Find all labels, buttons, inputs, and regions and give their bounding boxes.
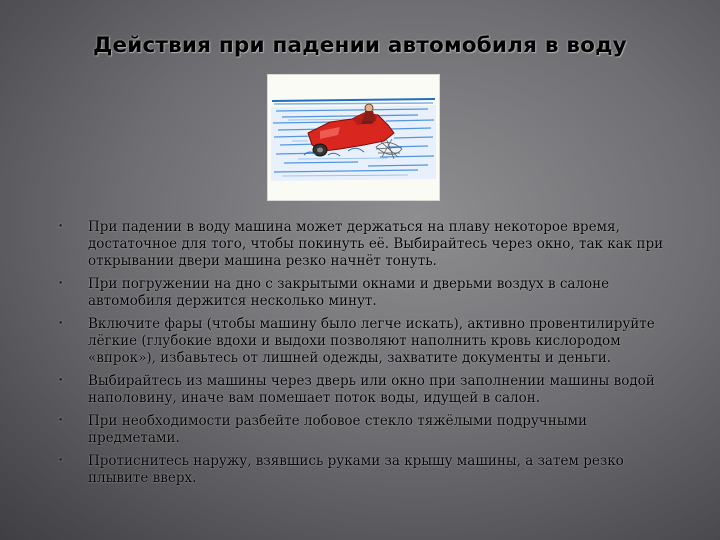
bullet-item [58,219,676,270]
bullet-dot-icon: • [58,416,64,426]
bullet-dot-icon: • [58,319,64,329]
bullet-item [58,276,676,310]
bullet-text: При падении в воду машина может держаться на плаву некоторое время, достаточное для того, чтобы покинуть её. Выбирайтесь через окно, так как при открывании двери машина резко начнёт тонуть. [88,219,664,269]
slide-title: Действия при падении автомобиля в воду [93,33,627,58]
bullet-text: Включите фары (чтобы машину было легче искать), активно провентилируйте лёгкие (глубокие вдохи и выдохи позволяют наполнить кровь кислородом «впрок»), избавьтесь от лишней одежды, захватите документы и деньги. [88,316,655,366]
bullet-text: При необходимости разбейте лобовое стекло тяжёлыми подручными предметами. [88,413,587,446]
bullet-list [58,219,676,493]
bullet-dot-icon: • [58,456,64,466]
bullet-item [58,316,676,367]
bullet-dot-icon: • [58,376,64,386]
bullet-text: Протиснитесь наружу, взявшись руками за крышу машины, а затем резко плывите вверх. [88,453,624,486]
bullet-dot-icon: • [58,222,64,232]
bullet-text: Выбирайтесь из машины через дверь или окно при заполнении машины водой наполовину, иначе вам помешает поток воды, идущей в салон. [88,373,655,406]
bullet-text: При погружении на дно с закрытыми окнами и дверьми воздух в салоне автомобиля держится несколько минут. [88,276,610,309]
bullet-item [58,373,676,407]
bullet-item [58,413,676,447]
bullet-dot-icon: • [58,279,64,289]
car-in-water-illustration [268,75,439,200]
bullet-item [58,453,676,487]
